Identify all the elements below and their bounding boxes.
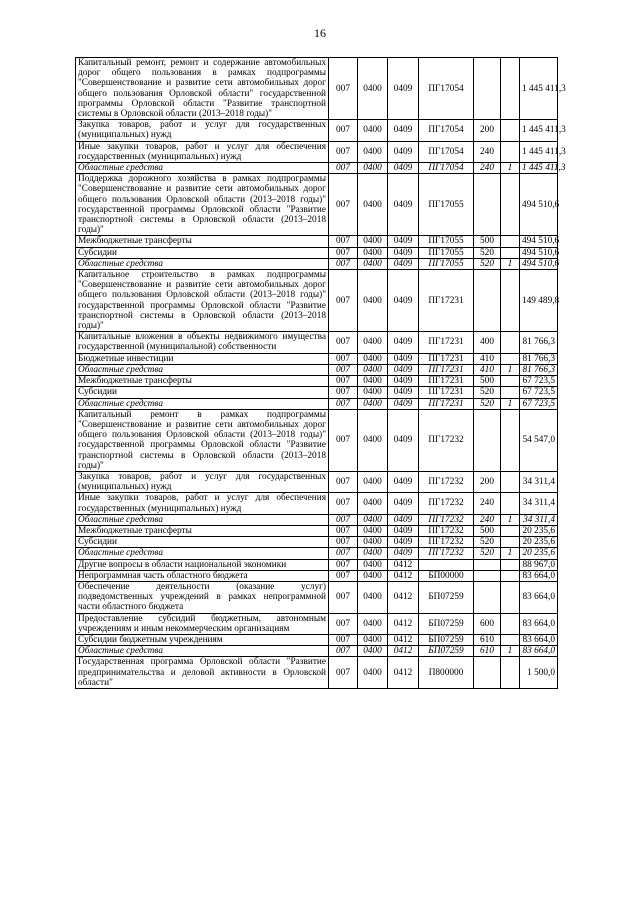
row-subsection-code: 0409: [388, 58, 419, 120]
row-expense-type-code: 410: [474, 364, 501, 375]
row-name: Предоставление субсидий бюджетным, автономным учреждениям и иным некоммерческим организациям: [76, 613, 329, 634]
row-subsection-code: 0412: [388, 657, 419, 689]
row-funding-source: [501, 376, 520, 387]
row-target-article-code: [419, 559, 474, 570]
row-grbs-code: 007: [329, 270, 358, 332]
row-amount: 83 664,0: [520, 581, 558, 613]
row-grbs-code: 007: [329, 376, 358, 387]
row-amount: 34 311,4: [520, 514, 558, 525]
row-funding-source: [501, 471, 520, 492]
row-grbs-code: 007: [329, 387, 358, 398]
row-target-article-code: П800000: [419, 657, 474, 689]
row-funding-source: 1: [501, 646, 520, 657]
row-section-code: 0400: [358, 353, 388, 364]
row-section-code: 0400: [358, 548, 388, 559]
row-expense-type-code: 500: [474, 236, 501, 247]
row-name: Капитальное строительство в рамках подпрограммы "Совершенствование и развитие сети автомобильных дорог общего пользования Орловской области (2013–2018 годы)" государственной программы Орловской области "Развитие транспортной системы в Орловской области (2013–2018 годы)": [76, 270, 329, 332]
row-grbs-code: 007: [329, 548, 358, 559]
row-funding-source: 1: [501, 163, 520, 174]
row-funding-source: 1: [501, 364, 520, 375]
table-row: [76, 409, 558, 471]
row-expense-type-code: 610: [474, 634, 501, 645]
row-target-article-code: ПГ17232: [419, 514, 474, 525]
row-section-code: 0400: [358, 364, 388, 375]
row-subsection-code: 0409: [388, 537, 419, 548]
page-number: 16: [314, 26, 326, 40]
row-name: Межбюджетные трансферты: [76, 376, 329, 387]
row-expense-type-code: 240: [474, 141, 501, 162]
row-funding-source: [501, 58, 520, 120]
row-subsection-code: 0409: [388, 471, 419, 492]
row-target-article-code: ПГ17232: [419, 409, 474, 471]
row-name: Другие вопросы в области национальной экономики: [76, 559, 329, 570]
row-target-article-code: БП07259: [419, 613, 474, 634]
row-name: Областные средства: [76, 163, 329, 174]
row-grbs-code: 007: [329, 525, 358, 536]
table-row: [76, 657, 558, 689]
row-funding-source: 1: [501, 514, 520, 525]
row-amount: 1 445 411,3: [520, 141, 558, 162]
row-subsection-code: 0409: [388, 141, 419, 162]
row-expense-type-code: 410: [474, 353, 501, 364]
table-row: [76, 332, 558, 353]
row-expense-type-code: 200: [474, 471, 501, 492]
row-target-article-code: ПГ17054: [419, 163, 474, 174]
row-funding-source: [501, 174, 520, 236]
table-row: [76, 613, 558, 634]
row-name: Бюджетные инвестиции: [76, 353, 329, 364]
row-amount: 1 445 411,3: [520, 120, 558, 141]
row-grbs-code: 007: [329, 581, 358, 613]
table-row: [76, 471, 558, 492]
row-funding-source: 1: [501, 398, 520, 409]
row-target-article-code: ПГ17055: [419, 247, 474, 258]
budget-table: [75, 57, 566, 689]
row-name: Межбюджетные трансферты: [76, 525, 329, 536]
row-expense-type-code: [474, 270, 501, 332]
row-name: Капитальный ремонт, ремонт и содержание автомобильных дорог общего пользования в рамках подпрограммы "Совершенствование и развитие сети автомобильных дорог общего пользования Орловской области" государственной программы Орловской области "Развитие транспортной системы в Орловской области (2013–2018 годы)": [76, 58, 329, 120]
row-target-article-code: ПГ17231: [419, 332, 474, 353]
table-row: [76, 141, 558, 162]
row-amount: 67 723,5: [520, 387, 558, 398]
table-row: [76, 646, 558, 657]
row-section-code: 0400: [358, 398, 388, 409]
row-grbs-code: 007: [329, 646, 358, 657]
row-name: Областные средства: [76, 514, 329, 525]
row-amount: 67 723,5: [520, 398, 558, 409]
row-target-article-code: ПГ17232: [419, 525, 474, 536]
row-funding-source: [501, 537, 520, 548]
row-expense-type-code: [474, 657, 501, 689]
row-expense-type-code: 500: [474, 525, 501, 536]
row-section-code: 0400: [358, 471, 388, 492]
row-funding-source: [501, 657, 520, 689]
row-section-code: 0400: [358, 236, 388, 247]
row-section-code: 0400: [358, 634, 388, 645]
row-section-code: 0400: [358, 559, 388, 570]
row-name: Субсидии бюджетным учреждениям: [76, 634, 329, 645]
row-grbs-code: 007: [329, 247, 358, 258]
row-amount: 20 235,6: [520, 525, 558, 536]
row-amount: 1 500,0: [520, 657, 558, 689]
row-name: Областные средства: [76, 548, 329, 559]
row-amount: 83 664,0: [520, 570, 558, 581]
row-amount: 34 311,4: [520, 471, 558, 492]
row-section-code: 0400: [358, 270, 388, 332]
table-row: [76, 258, 558, 269]
row-subsection-code: 0409: [388, 120, 419, 141]
row-target-article-code: ПГ17054: [419, 141, 474, 162]
row-expense-type-code: 520: [474, 548, 501, 559]
row-name: Областные средства: [76, 258, 329, 269]
row-section-code: 0400: [358, 570, 388, 581]
row-subsection-code: 0409: [388, 174, 419, 236]
row-funding-source: [501, 634, 520, 645]
row-expense-type-code: 200: [474, 120, 501, 141]
row-amount: 494 510,6: [520, 247, 558, 258]
row-subsection-code: 0409: [388, 332, 419, 353]
row-expense-type-code: [474, 409, 501, 471]
row-expense-type-code: 500: [474, 376, 501, 387]
row-grbs-code: 007: [329, 236, 358, 247]
row-name: Непрограммная часть областного бюджета: [76, 570, 329, 581]
row-expense-type-code: 520: [474, 387, 501, 398]
row-name: Обеспечение деятельности (оказание услуг) подведомственных учреждений в рамках непрограммной части областного бюджета: [76, 581, 329, 613]
table-row: [76, 174, 558, 236]
row-grbs-code: 007: [329, 398, 358, 409]
row-funding-source: [501, 493, 520, 514]
table-row: [76, 581, 558, 613]
row-grbs-code: 007: [329, 471, 358, 492]
row-grbs-code: 007: [329, 58, 358, 120]
row-grbs-code: 007: [329, 514, 358, 525]
row-subsection-code: 0409: [388, 258, 419, 269]
row-subsection-code: 0412: [388, 646, 419, 657]
row-expense-type-code: [474, 559, 501, 570]
row-target-article-code: ПГ17054: [419, 120, 474, 141]
row-subsection-code: 0409: [388, 364, 419, 375]
row-name: Иные закупки товаров, работ и услуг для обеспечения государственных (муниципальных) нужд: [76, 141, 329, 162]
row-expense-type-code: [474, 58, 501, 120]
row-subsection-code: 0409: [388, 398, 419, 409]
row-expense-type-code: [474, 174, 501, 236]
row-target-article-code: ПГ17231: [419, 376, 474, 387]
row-subsection-code: 0409: [388, 163, 419, 174]
row-subsection-code: 0409: [388, 493, 419, 514]
row-target-article-code: ПГ17055: [419, 236, 474, 247]
row-name: Областные средства: [76, 364, 329, 375]
row-subsection-code: 0409: [388, 514, 419, 525]
row-grbs-code: 007: [329, 163, 358, 174]
row-target-article-code: ПГ17231: [419, 387, 474, 398]
row-section-code: 0400: [358, 537, 388, 548]
row-expense-type-code: [474, 581, 501, 613]
row-expense-type-code: 520: [474, 258, 501, 269]
row-target-article-code: ПГ17231: [419, 364, 474, 375]
row-subsection-code: 0409: [388, 376, 419, 387]
row-expense-type-code: 240: [474, 163, 501, 174]
row-section-code: 0400: [358, 174, 388, 236]
row-subsection-code: 0409: [388, 236, 419, 247]
row-subsection-code: 0412: [388, 559, 419, 570]
row-amount: 494 510,6: [520, 258, 558, 269]
row-funding-source: [501, 247, 520, 258]
row-grbs-code: 007: [329, 120, 358, 141]
row-section-code: 0400: [358, 514, 388, 525]
row-expense-type-code: 520: [474, 247, 501, 258]
row-expense-type-code: 610: [474, 646, 501, 657]
table-row: [76, 387, 558, 398]
row-amount: 1 445 411,3: [520, 163, 558, 174]
row-subsection-code: 0409: [388, 270, 419, 332]
row-expense-type-code: 240: [474, 514, 501, 525]
row-funding-source: 1: [501, 548, 520, 559]
row-target-article-code: БП07259: [419, 634, 474, 645]
row-name: Закупка товаров, работ и услуг для государственных (муниципальных) нужд: [76, 120, 329, 141]
table-row: [76, 559, 558, 570]
row-grbs-code: 007: [329, 493, 358, 514]
row-name: Субсидии: [76, 387, 329, 398]
row-grbs-code: 007: [329, 613, 358, 634]
row-name: Капитальные вложения в объекты недвижимого имущества государственной (муниципальной) собственности: [76, 332, 329, 353]
table-row: [76, 537, 558, 548]
row-grbs-code: 007: [329, 570, 358, 581]
row-section-code: 0400: [358, 493, 388, 514]
table-row: [76, 398, 558, 409]
row-grbs-code: 007: [329, 141, 358, 162]
row-amount: 494 510,6: [520, 174, 558, 236]
table-row: [76, 570, 558, 581]
row-funding-source: [501, 141, 520, 162]
row-subsection-code: 0409: [388, 548, 419, 559]
row-funding-source: [501, 409, 520, 471]
row-amount: 83 664,0: [520, 613, 558, 634]
table-row: [76, 548, 558, 559]
table-row: [76, 247, 558, 258]
row-amount: 81 766,3: [520, 364, 558, 375]
row-subsection-code: 0409: [388, 247, 419, 258]
row-section-code: 0400: [358, 613, 388, 634]
row-section-code: 0400: [358, 387, 388, 398]
row-section-code: 0400: [358, 120, 388, 141]
row-subsection-code: 0409: [388, 353, 419, 364]
row-amount: 20 235,6: [520, 537, 558, 548]
row-name: Межбюджетные трансферты: [76, 236, 329, 247]
table-row: [76, 376, 558, 387]
row-grbs-code: 007: [329, 364, 358, 375]
row-expense-type-code: 520: [474, 398, 501, 409]
row-grbs-code: 007: [329, 332, 358, 353]
row-target-article-code: ПГ17232: [419, 471, 474, 492]
table-row: [76, 120, 558, 141]
row-expense-type-code: [474, 570, 501, 581]
row-amount: 88 967,0: [520, 559, 558, 570]
row-funding-source: [501, 559, 520, 570]
row-subsection-code: 0412: [388, 581, 419, 613]
table-row: [76, 525, 558, 536]
row-target-article-code: ПГ17232: [419, 548, 474, 559]
row-name: Государственная программа Орловской области "Развитие предпринимательства и деловой активности в Орловской области": [76, 657, 329, 689]
row-name: Субсидии: [76, 247, 329, 258]
row-amount: 83 664,0: [520, 646, 558, 657]
row-target-article-code: БП00000: [419, 570, 474, 581]
row-subsection-code: 0412: [388, 570, 419, 581]
row-target-article-code: ПГ17231: [419, 398, 474, 409]
table-row: [76, 634, 558, 645]
row-section-code: 0400: [358, 525, 388, 536]
row-grbs-code: 007: [329, 174, 358, 236]
row-target-article-code: ПГ17231: [419, 270, 474, 332]
row-grbs-code: 007: [329, 409, 358, 471]
row-amount: 494 510,6: [520, 236, 558, 247]
row-funding-source: [501, 570, 520, 581]
row-amount: 67 723,5: [520, 376, 558, 387]
row-section-code: 0400: [358, 247, 388, 258]
row-name: Областные средства: [76, 398, 329, 409]
row-target-article-code: БП07259: [419, 581, 474, 613]
row-section-code: 0400: [358, 376, 388, 387]
table-row: [76, 58, 558, 120]
table-row: [76, 493, 558, 514]
row-name: Капитальный ремонт в рамках подпрограммы "Совершенствование и развитие сети автомобильных дорог общего пользования Орловской области (2013–2018 годы)" государственной программы Орловской области "Развитие транспортной системы в Орловской области (2013–2018 годы)": [76, 409, 329, 471]
row-target-article-code: ПГ17055: [419, 258, 474, 269]
row-target-article-code: ПГ17232: [419, 537, 474, 548]
row-name: Поддержка дорожного хозяйства в рамках подпрограммы "Совершенствование и развитие сети автомобильных дорог общего пользования Орловской области (2013–2018 годы)" государственной программы Орловской области "Развитие транспортной системы в Орловской области (2013–2018 годы)": [76, 174, 329, 236]
row-funding-source: [501, 270, 520, 332]
row-target-article-code: БП07259: [419, 646, 474, 657]
table-row: [76, 364, 558, 375]
row-section-code: 0400: [358, 163, 388, 174]
row-expense-type-code: 240: [474, 493, 501, 514]
row-name: Иные закупки товаров, работ и услуг для обеспечения государственных (муниципальных) нужд: [76, 493, 329, 514]
row-expense-type-code: 600: [474, 613, 501, 634]
row-expense-type-code: 520: [474, 537, 501, 548]
row-section-code: 0400: [358, 581, 388, 613]
row-target-article-code: ПГ17232: [419, 493, 474, 514]
table-row: [76, 163, 558, 174]
row-funding-source: [501, 613, 520, 634]
row-amount: 1 445 411,3: [520, 58, 558, 120]
table-row: [76, 270, 558, 332]
row-amount: 81 766,3: [520, 332, 558, 353]
row-subsection-code: 0412: [388, 613, 419, 634]
row-subsection-code: 0409: [388, 387, 419, 398]
row-grbs-code: 007: [329, 258, 358, 269]
row-amount: 149 489,8: [520, 270, 558, 332]
row-section-code: 0400: [358, 409, 388, 471]
row-target-article-code: ПГ17231: [419, 353, 474, 364]
row-section-code: 0400: [358, 258, 388, 269]
row-name: Областные средства: [76, 646, 329, 657]
row-subsection-code: 0409: [388, 409, 419, 471]
row-grbs-code: 007: [329, 634, 358, 645]
row-funding-source: [501, 332, 520, 353]
row-section-code: 0400: [358, 332, 388, 353]
row-grbs-code: 007: [329, 353, 358, 364]
row-funding-source: 1: [501, 258, 520, 269]
row-funding-source: [501, 236, 520, 247]
row-target-article-code: ПГ17054: [419, 58, 474, 120]
row-grbs-code: 007: [329, 537, 358, 548]
row-section-code: 0400: [358, 657, 388, 689]
row-funding-source: [501, 387, 520, 398]
row-subsection-code: 0412: [388, 634, 419, 645]
row-subsection-code: 0409: [388, 525, 419, 536]
row-name: Закупка товаров, работ и услуг для государственных (муниципальных) нужд: [76, 471, 329, 492]
row-amount: 83 664,0: [520, 634, 558, 645]
table-row: [76, 236, 558, 247]
row-amount: 81 766,3: [520, 353, 558, 364]
row-target-article-code: ПГ17055: [419, 174, 474, 236]
row-section-code: 0400: [358, 141, 388, 162]
row-grbs-code: 007: [329, 657, 358, 689]
row-funding-source: [501, 353, 520, 364]
row-section-code: 0400: [358, 646, 388, 657]
row-grbs-code: 007: [329, 559, 358, 570]
row-amount: 34 311,4: [520, 493, 558, 514]
row-amount: 20 235,6: [520, 548, 558, 559]
row-funding-source: [501, 581, 520, 613]
row-section-code: 0400: [358, 58, 388, 120]
row-funding-source: [501, 120, 520, 141]
row-amount: 54 547,0: [520, 409, 558, 471]
row-funding-source: [501, 525, 520, 536]
table-row: [76, 353, 558, 364]
row-expense-type-code: 400: [474, 332, 501, 353]
row-name: Субсидии: [76, 537, 329, 548]
table-row: [76, 514, 558, 525]
